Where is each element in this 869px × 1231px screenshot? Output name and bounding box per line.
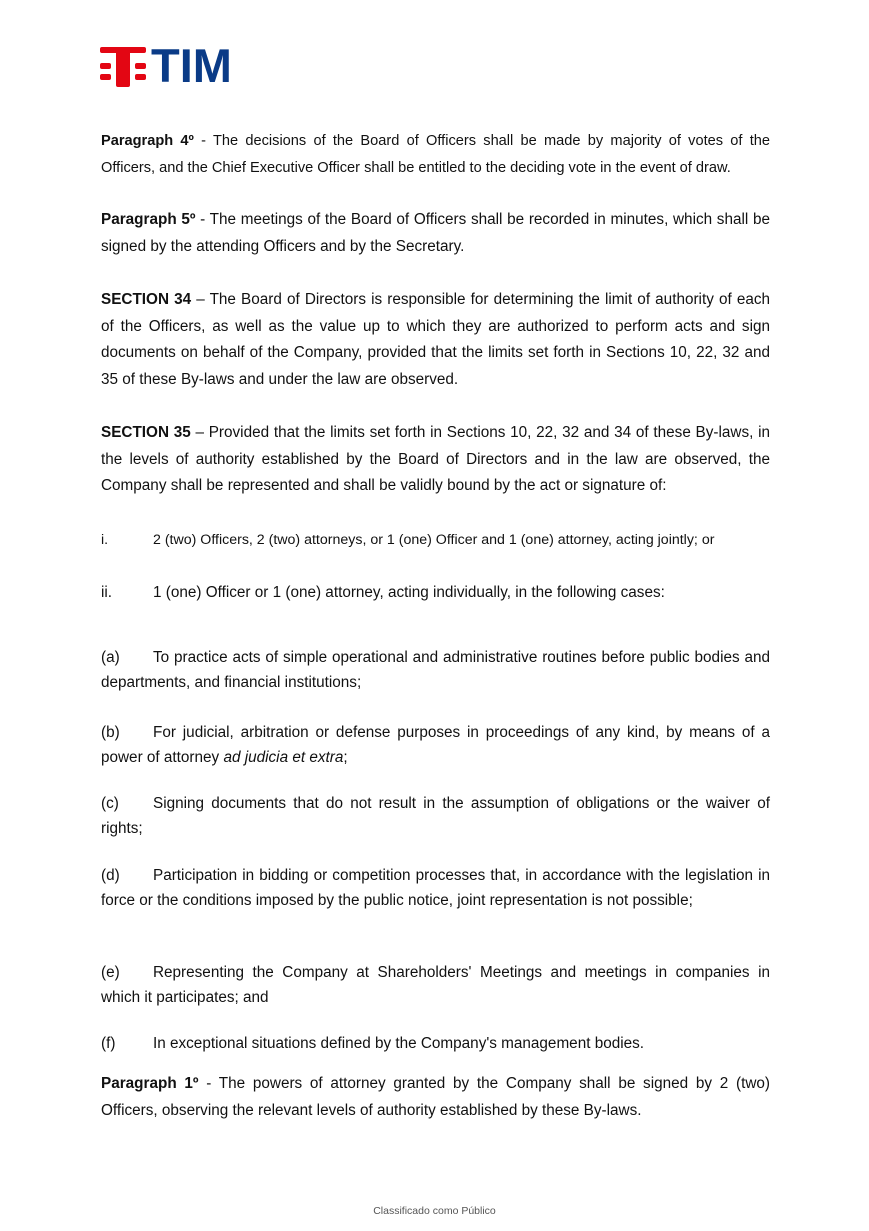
section-35-text: – Provided that the limits set forth in Sections 10, 22, 32 and 34 of these By-laws, in the levels of authority established by the Board of Directors and in the law are observed, the Company shall be represented and shall be validly bound by the act or signature of: bbox=[101, 424, 770, 494]
paragraph-1 bbox=[101, 1071, 770, 1124]
tim-logo bbox=[100, 39, 245, 92]
paragraph-5-label: Paragraph 5º bbox=[101, 211, 196, 228]
letter-item-text: For judicial, arbitration or defense purposes in proceedings of any kind, by means of a power of attorney bbox=[101, 724, 770, 767]
paragraph-5 bbox=[101, 207, 770, 260]
letter-item-italic-text: ad judicia et extra bbox=[223, 749, 344, 767]
letter-item-label: (b) bbox=[101, 724, 120, 742]
letter-item-text: To practice acts of simple operational and administrative routines before public bodies and departments, and financial institutions; bbox=[101, 649, 770, 692]
roman-item-text: 2 (two) Officers, 2 (two) attorneys, or 1 (one) Officer and 1 (one) attorney, acting jointly; or bbox=[153, 532, 715, 548]
letter-item-text: Representing the Company at Shareholders' Meetings and meetings in companies in which it participates; and bbox=[101, 964, 770, 1007]
tim-logo-text: TIM bbox=[151, 39, 232, 92]
paragraph-4-label: Paragraph 4º bbox=[101, 133, 194, 149]
roman-item-number: ii. bbox=[101, 584, 113, 601]
letter-item-text: Signing documents that do not result in the assumption of obligations or the waiver of rights; bbox=[101, 795, 770, 838]
paragraph-1-text: - The powers of attorney granted by the Company shall be signed by 2 (two) Officers, observing the relevant levels of authority established by these By-laws. bbox=[101, 1075, 770, 1119]
letter-item-label: (c) bbox=[101, 795, 119, 813]
section-34 bbox=[101, 287, 770, 393]
paragraph-5-text: - The meetings of the Board of Officers shall be recorded in minutes, which shall be signed by the attending Officers and by the Secretary. bbox=[101, 211, 770, 255]
letter-item-f bbox=[101, 1031, 770, 1056]
tim-logo-mark-icon bbox=[100, 47, 146, 87]
paragraph-4 bbox=[101, 128, 770, 181]
roman-item-number: i. bbox=[101, 532, 109, 548]
letter-item-label: (d) bbox=[101, 867, 120, 885]
letter-item-text: Participation in bidding or competition processes that, in accordance with the legislation in force or the conditions imposed by the public notice, joint representation is not possible; bbox=[101, 867, 770, 910]
letter-item-label: (a) bbox=[101, 649, 120, 667]
section-34-label: SECTION 34 bbox=[101, 291, 192, 308]
letter-item-text-end: ; bbox=[343, 749, 348, 767]
letter-item-d bbox=[101, 863, 770, 913]
paragraph-1-label: Paragraph 1º bbox=[101, 1075, 199, 1092]
roman-item-text: 1 (one) Officer or 1 (one) attorney, acting individually, in the following cases: bbox=[153, 584, 665, 601]
letter-item-c bbox=[101, 791, 770, 841]
letter-item-e bbox=[101, 960, 770, 1010]
letter-item-a bbox=[101, 645, 770, 695]
letter-item-b bbox=[101, 720, 770, 770]
section-34-text: – The Board of Directors is responsible for determining the limit of authority of each of the Officers, as well as the value up to which they are authorized to perform acts and sign documents on behalf of the Company, provided that the limits set forth in Sections 10, 22, 32 and 35 of these By-laws and under the law are observed. bbox=[101, 291, 770, 388]
letter-item-label: (f) bbox=[101, 1035, 116, 1053]
letter-item-text: In exceptional situations defined by the Company's management bodies. bbox=[153, 1035, 645, 1053]
section-35-label: SECTION 35 bbox=[101, 424, 191, 441]
paragraph-4-text: - The decisions of the Board of Officers shall be made by majority of votes of the Officers, and the Chief Executive Officer shall be entitled to the deciding vote in the event of draw. bbox=[101, 133, 771, 176]
classification-footer: Classificado como Público bbox=[373, 1205, 496, 1217]
section-35 bbox=[101, 420, 770, 500]
letter-item-label: (e) bbox=[101, 964, 120, 982]
